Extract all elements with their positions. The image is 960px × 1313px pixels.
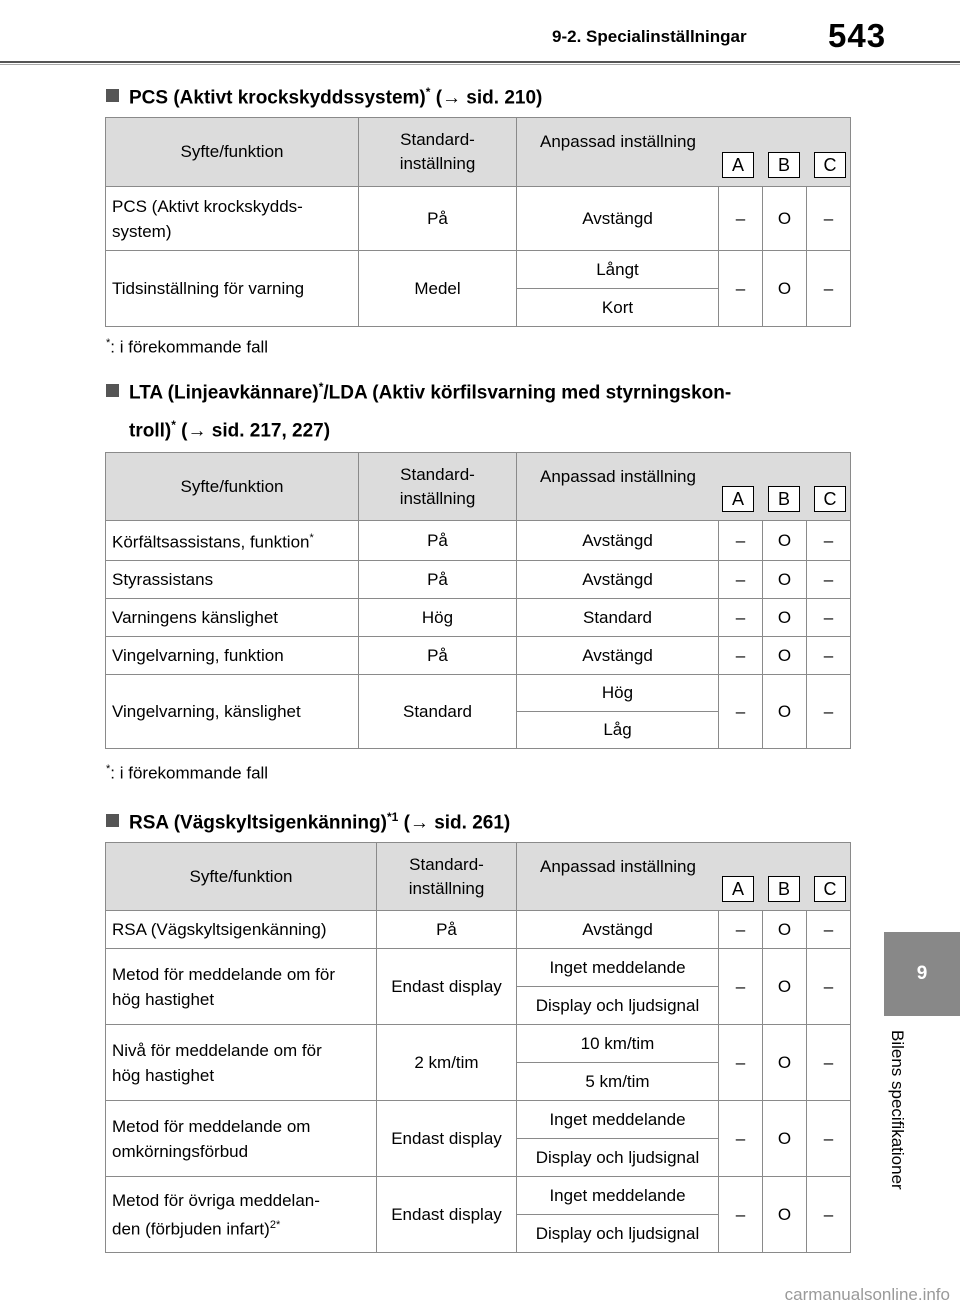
chapter-tab-label-box [862, 1030, 960, 1210]
chapter-tab[interactable] [884, 932, 960, 1016]
table-row: Metod för meddelande om för hög hastighet Endast display Inget meddelande – O – [106, 949, 851, 987]
col-standard: Standard- inställning [377, 843, 517, 911]
table-row: RSA (Vägskyltsigenkänning) På Avstängd – O – [106, 911, 851, 949]
watermark: carmanualsonline.info [784, 1285, 950, 1304]
table-row: Varningens känslighet Hög Standard – O – [106, 599, 851, 637]
section-header: 9-2. Specialinställningar [552, 27, 747, 46]
section-heading-lta-cont: troll)* (→ sid. 217, 227) [129, 418, 331, 442]
col-custom: Anpassad inställning A B C [517, 453, 851, 521]
bullet-square-icon [106, 89, 119, 102]
header-rule [0, 61, 960, 63]
chapter-label: Bilens specifikationer [888, 1030, 907, 1190]
bullet-square-icon [106, 814, 119, 827]
footnote: *: i förekommande fall [106, 763, 269, 783]
table-row: Nivå för meddelande om för hög hastighet 2 km/tim 10 km/tim – O – [106, 1025, 851, 1063]
label-c: C [814, 152, 846, 178]
label-c: C [814, 876, 846, 902]
table-row: Metod för övriga meddelan- den (förbjuden infart)$^{2*}$ Endast display Inget meddelande – O – [106, 1177, 851, 1215]
header-rule-thin [0, 64, 960, 65]
section-heading-pcs: PCS (Aktivt krockskyddssystem)* (→ sid. 210) [106, 71, 542, 119]
col-purpose: Syfte/funktion [106, 843, 377, 911]
label-a: A [722, 876, 754, 902]
label-a: A [722, 152, 754, 178]
lta-table: Syfte/funktion Standard- inställning Anpassad inställning A B C Körfältsassistans, funktion* På Avstängd – O – Styrassistans På Avstängd – O – Varningens känslighet Hög Standard – O – Vingelvarning, funktion På Avstängd – O – Vingelvarning, känslighet Standard Hög – O – Låg [105, 452, 851, 749]
footnote: *: i förekommande fall [106, 337, 269, 357]
col-purpose: Syfte/funktion [106, 118, 359, 187]
table-row: Metod för meddelande om omkörningsförbud Endast display Inget meddelande – O – [106, 1101, 851, 1139]
table-row: Vingelvarning, känslighet Standard Hög – O – [106, 675, 851, 712]
label-c: C [814, 486, 846, 512]
rsa-table: Syfte/funktion Standard- inställning Anpassad inställning A B C RSA (Vägskyltsigenkänning) På Avstängd – O – Metod för meddelande om för hög hastighet Endast display Inget meddelande – O – Display och ljudsignal Nivå för meddelande om för hög hastighet 2 km/tim 10 km/tim – O – 5 km/tim Metod för meddelande om omkörningsförbud Endast display Inget meddelande – O – Display och ljudsignal Metod för övriga meddelan- den (förbjuden infart)$^{2*}$ Endast display Inget meddelande – O – Display och ljudsignal [105, 842, 851, 1253]
col-custom: Anpassad inställning A B C [517, 118, 851, 187]
col-purpose: Syfte/funktion [106, 453, 359, 521]
bullet-square-icon [106, 384, 119, 397]
table-row: PCS (Aktivt krockskydds- system) På Avstängd – O – [106, 187, 851, 251]
col-standard: Standard- inställning [359, 118, 517, 187]
label-a: A [722, 486, 754, 512]
page-number: 543 [828, 17, 887, 54]
col-standard: Standard- inställning [359, 453, 517, 521]
section-heading-lta: LTA (Linjeavkännare)*/LDA (Aktiv körfilsvarning med styrningskon- [106, 366, 731, 414]
label-b: B [768, 486, 800, 512]
chapter-number: 9 [916, 963, 928, 984]
table-row: Styrassistans På Avstängd – O – [106, 561, 851, 599]
label-b: B [768, 152, 800, 178]
table-row: Vingelvarning, funktion På Avstängd – O – [106, 637, 851, 675]
pcs-table: Syfte/funktion Standard- inställning Anpassad inställning A B C PCS (Aktivt krockskydds- system) På Avstängd – O – Tidsinställning för varning Medel Långt – O – Kort [105, 117, 851, 327]
section-heading-rsa: RSA (Vägskyltsigenkänning)$^{*1}$ (→ sid. 261) [106, 796, 510, 844]
table-row: Körfältsassistans, funktion* På Avstängd – O – [106, 521, 851, 561]
label-b: B [768, 876, 800, 902]
col-custom: Anpassad inställning A B C [517, 843, 851, 911]
table-row: Tidsinställning för varning Medel Långt – O – [106, 251, 851, 289]
